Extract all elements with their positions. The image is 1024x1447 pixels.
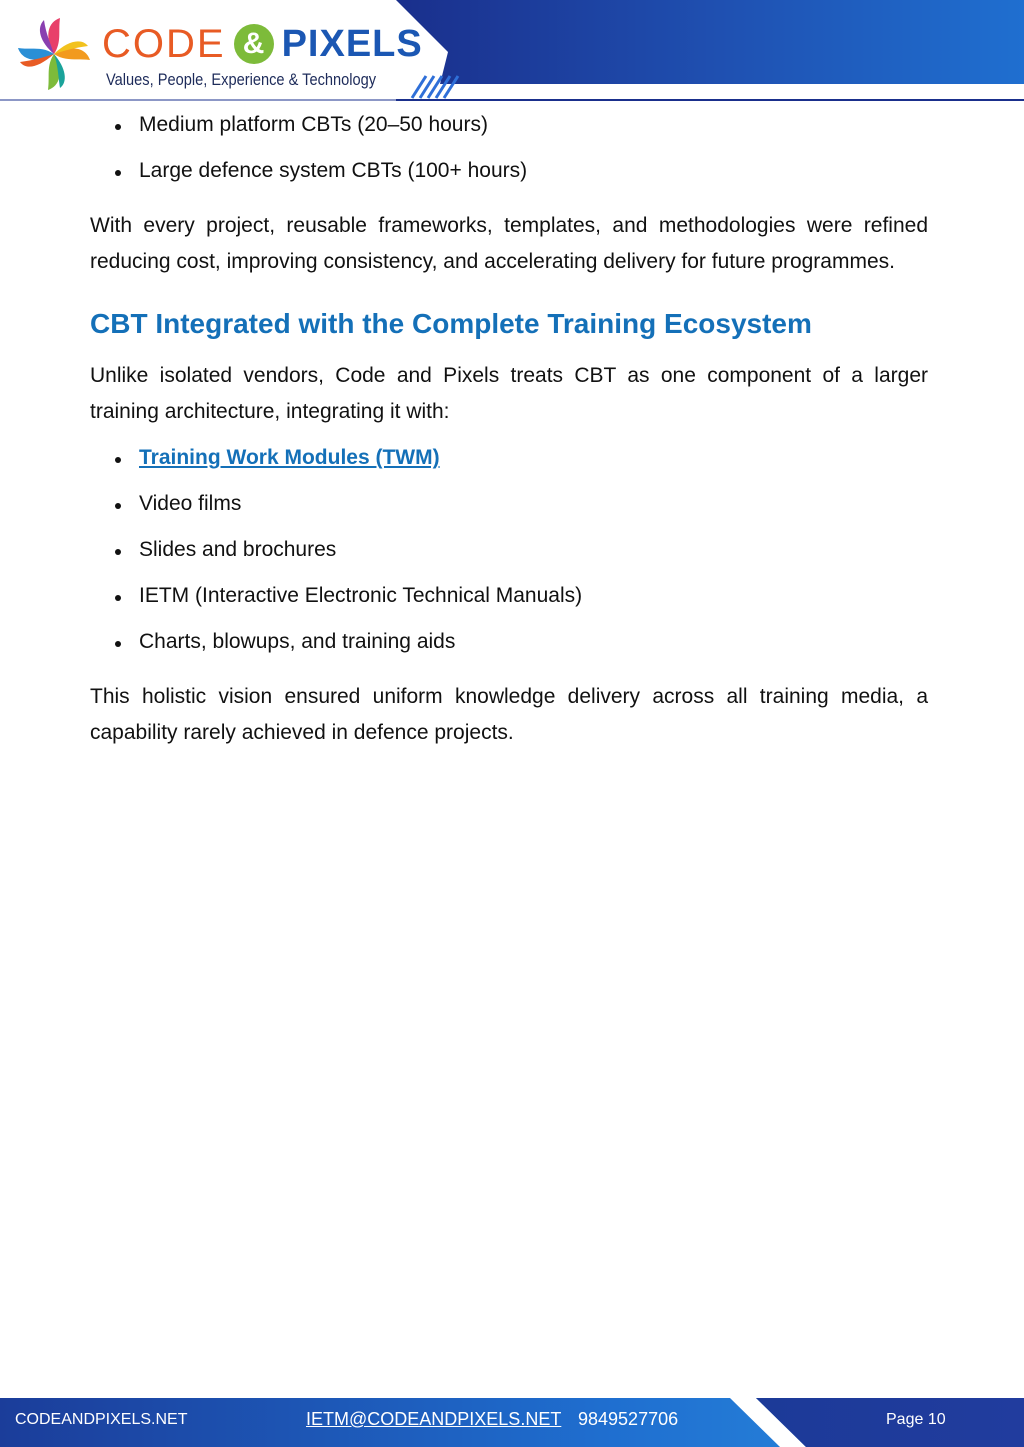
footer-email-link[interactable]: IETM@CODEANDPIXELS.NET [306,1409,562,1429]
list-item: IETM (Interactive Electronic Technical Manuals) [90,577,928,623]
list-item: Large defence system CBTs (100+ hours) [90,152,928,198]
brand-tagline: Values, People, Experience & Technology [106,70,377,89]
brand-pixels-text: PIXELS [281,23,423,65]
company-logo [14,12,423,98]
pinwheel-logo-icon [14,14,94,94]
page-content [90,106,928,751]
list-item: Slides and brochures [90,531,928,577]
section-heading: CBT Integrated with the Complete Training Ecosystem [90,308,812,339]
list-item-twm [90,439,928,485]
page-header [0,0,1024,102]
brand-code-text: CODE [102,22,226,66]
page-number: Page 10 [886,1411,946,1428]
brand-ampersand: & [234,24,274,64]
twm-link[interactable]: Training Work Modules (TWM) [139,446,440,469]
ecosystem-list [90,439,928,669]
page-footer [0,1398,1024,1447]
list-item: Charts, blowups, and training aids [90,623,928,669]
paragraph-ecosystem-intro: Unlike isolated vendors, Code and Pixels treats CBT as one component of a larger training architecture, integrating it with: [90,364,928,423]
paragraph-frameworks: With every project, reusable frameworks, templates, and methodologies were refined reducing cost, improving consistency, and accelerating delivery for future programmes. [90,214,928,273]
paragraph-holistic: This holistic vision ensured uniform knowledge delivery across all training media, a capability rarely achieved in defence projects. [90,685,928,744]
footer-phone: 9849527706 [578,1409,679,1429]
list-item: Video films [90,485,928,531]
platform-list [90,106,928,198]
brand-wordmark [102,24,423,64]
footer-website[interactable]: CODEANDPIXELS.NET [15,1411,188,1428]
list-item: Medium platform CBTs (20–50 hours) [90,106,928,152]
